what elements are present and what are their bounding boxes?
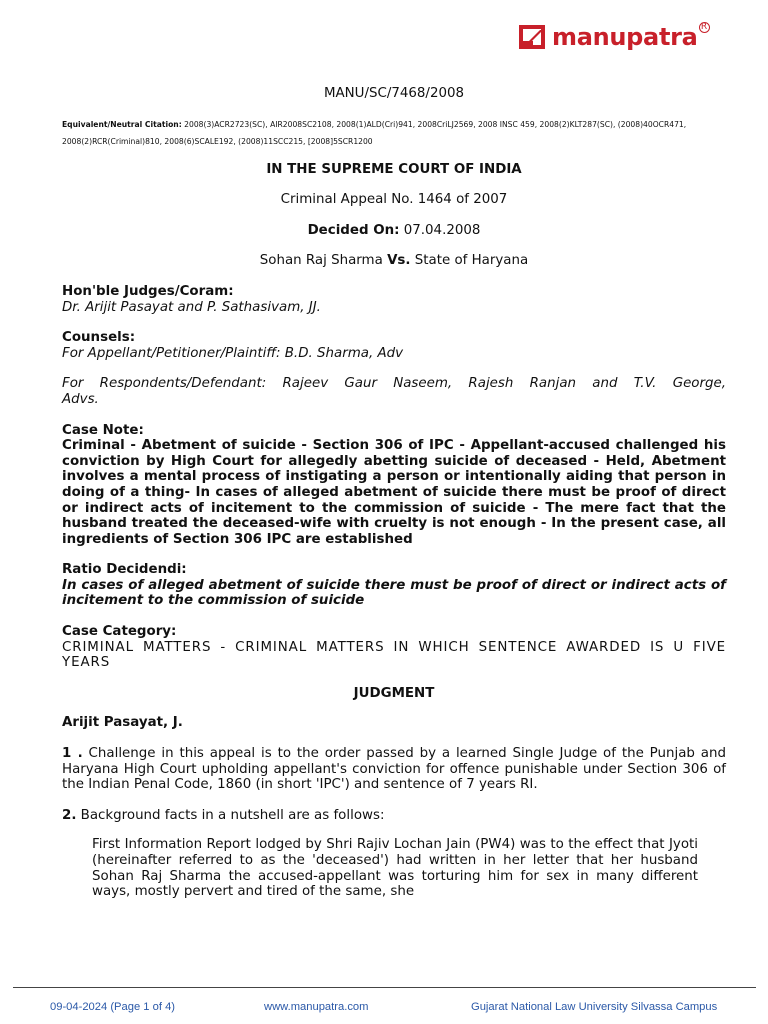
judgment-heading: JUDGMENT: [353, 685, 435, 701]
judges-section: [62, 284, 726, 315]
counsel-appellant: For Appellant/Petitioner/Plaintiff: B.D. Sharma, Adv: [62, 345, 404, 361]
equivalent-citation: [62, 116, 726, 150]
decided-on: [62, 223, 726, 239]
case-note-section: [62, 423, 726, 548]
versus-label: Vs.: [387, 253, 411, 269]
decided-on-date: 07.04.2008: [399, 222, 481, 238]
counsels-heading: Counsels:: [62, 330, 136, 346]
judgment-author: Arijit Pasayat, J.: [62, 715, 183, 731]
counsel-respondent-cont: Advs.: [62, 391, 99, 407]
ratio-heading: Ratio Decidendi:: [62, 562, 187, 578]
manupatra-logo-icon: [518, 22, 548, 52]
case-parties: [62, 253, 726, 269]
footer-date-page: 09-04-2024 (Page 1 of 4): [50, 1001, 176, 1013]
party-respondent: State of Haryana: [410, 253, 529, 269]
counsels-section: [62, 330, 726, 407]
footer-website-link[interactable]: www.manupatra.com: [264, 1001, 369, 1013]
equivalent-citation-text: 2008(3)ACR2723(SC), AIR2008SC2108, 2008(1)ALD(Cri)941, 2008CriLJ2569, 2008 INSC 459, 2008(2)KLT287(SC), (2008)40OCR471, 2008(2)RCR(Criminal)810, 2008(6)SCALE192, (2008)11SCC215, [2008]5SCR1200: [62, 119, 687, 146]
category-heading: Case Category:: [62, 624, 177, 640]
category-section: [62, 624, 726, 671]
quoted-fir-text: First Information Report lodged by Shri Rajiv Lochan Jain (PW4) was to the effect that Jyoti (hereinafter referred to as the 'deceased') had written in her letter that her husband Sohan Raj Sharma the accused-appellant was torturing him for sex in many different ways, mostly pervert and tired of the same, she: [92, 837, 698, 900]
document-body: [62, 86, 726, 900]
footer-campus: Gujarat National Law University Silvassa Campus: [471, 1001, 718, 1013]
footer-divider: [13, 987, 756, 988]
appeal-number: Criminal Appeal No. 1464 of 2007: [280, 192, 508, 208]
case-note-text: Criminal - Abetment of suicide - Section 306 of IPC - Appellant-accused challenged his conviction by High Court for allegedly abetting suicide of deceased - Held, Abetment involves a mental process of instigating a person or intentionally aiding that person in doing of a thing- In cases of alleged abetment of suicide there must be proof of direct or indirect acts of incitement to the commission of suicide - The mere fact that the husband treated the deceased-wife with cruelty is not enough - In the present case, all ingredients of Section 306 IPC are established: [62, 438, 726, 547]
paragraph-2-number: 2.: [62, 807, 77, 823]
manupatra-logo: [518, 22, 710, 52]
paragraph-1: [62, 746, 726, 793]
paragraph-2-text: Background facts in a nutshell are as follows:: [76, 807, 385, 823]
judges-names: Dr. Arijit Pasayat and P. Sathasivam, JJ.: [62, 299, 321, 315]
case-note-heading: Case Note:: [62, 422, 144, 438]
citation-number: MANU/SC/7468/2008: [323, 86, 465, 101]
party-appellant: Sohan Raj Sharma: [259, 253, 388, 269]
counsel-respondent: For Respondents/Defendant: Rajeev Gaur Naseem, Rajesh Ranjan and T.V. George,: [62, 376, 726, 392]
ratio-section: [62, 562, 726, 609]
judges-heading: Hon'ble Judges/Coram:: [62, 283, 234, 299]
paragraph-1-number: 1 .: [62, 746, 83, 762]
ratio-text: In cases of alleged abetment of suicide there must be proof of direct or indirect acts of incitement to the commission of suicide: [62, 577, 726, 609]
paragraph-2: [62, 808, 726, 824]
registered-mark: R: [699, 22, 710, 33]
decided-on-label: Decided On:: [307, 222, 400, 238]
court-name: IN THE SUPREME COURT OF INDIA: [266, 161, 522, 177]
category-text: CRIMINAL MATTERS - CRIMINAL MATTERS IN WHICH SENTENCE AWARDED IS U FIVE YEARS: [62, 639, 726, 671]
paragraph-1-text: Challenge in this appeal is to the order passed by a learned Single Judge of the Punjab and Haryana High Court upholding appellant's conviction for offence punishable under Section 306 of the Indian Penal Code, 1860 (in short 'IPC') and sentence of 7 years RI.: [62, 746, 726, 793]
equivalent-citation-label: Equivalent/Neutral Citation:: [62, 119, 182, 129]
logo-text: manupatra: [552, 23, 698, 51]
